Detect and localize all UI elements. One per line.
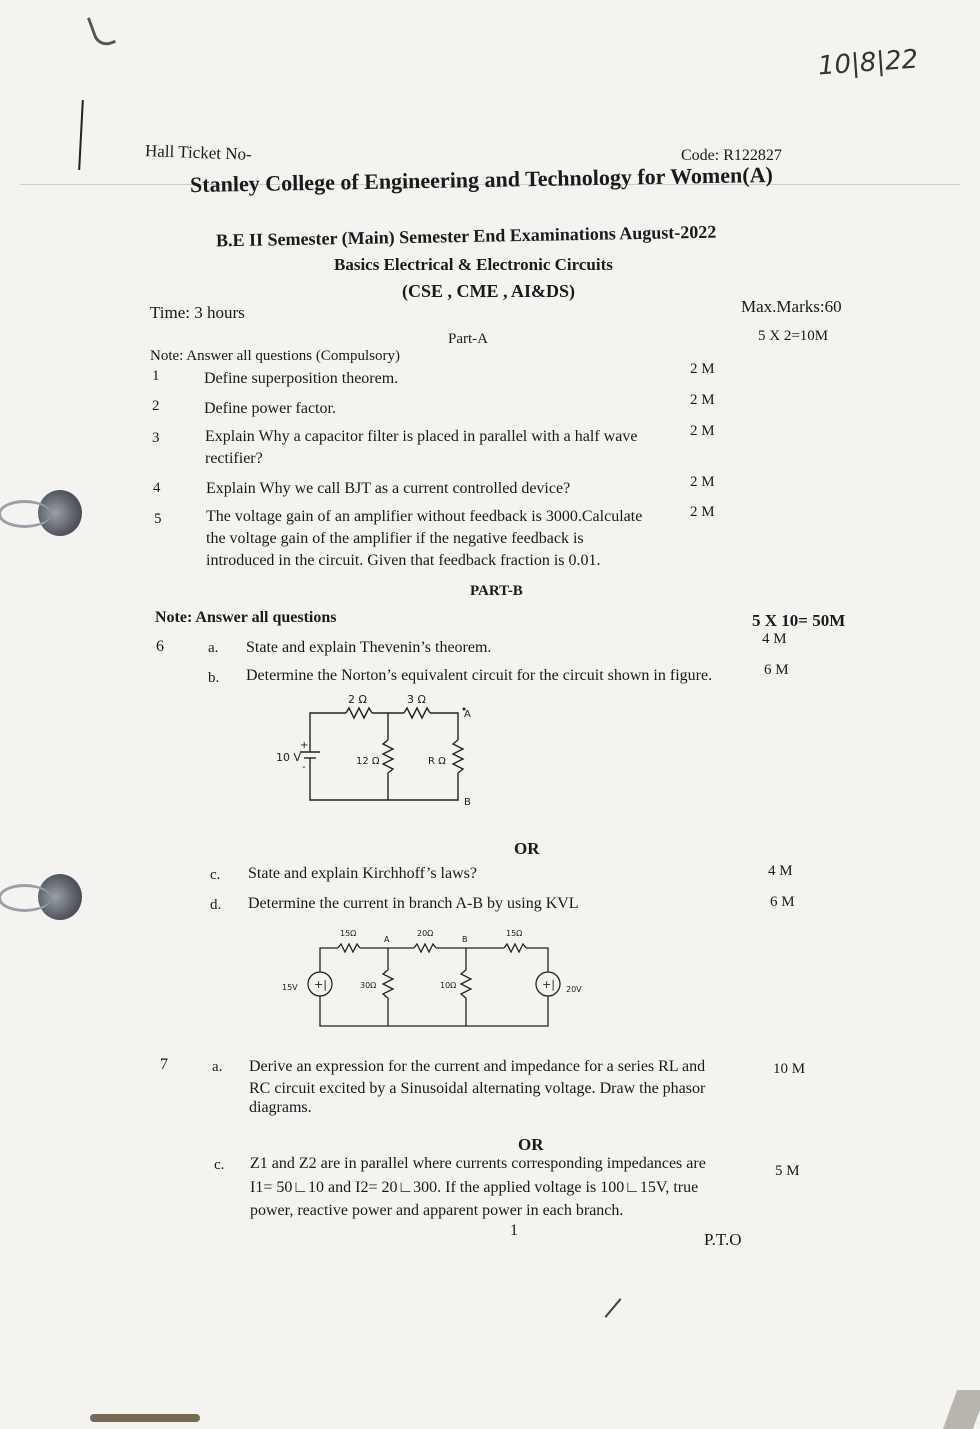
q7c-label: c. [214, 1157, 225, 1173]
wire [310, 766, 458, 800]
r1-label: 2 Ω [348, 693, 367, 706]
branches: (CSE , CME , AI&DS) [402, 281, 576, 301]
q6d-marks: 6 M [770, 894, 795, 910]
norton-circuit-diagram [270, 688, 490, 810]
question-marks: 2 M [690, 361, 715, 377]
question-number: 3 [152, 430, 160, 446]
node-a-label: A [464, 709, 471, 720]
part-a-marks-scheme: 5 X 2=10M [758, 328, 829, 344]
question-marks: 2 M [690, 423, 715, 439]
resistor-2ohm [346, 708, 372, 718]
r2-label: 20Ω [417, 929, 434, 938]
question-number: 2 [152, 398, 160, 414]
pen-mark [605, 1298, 622, 1318]
plus-sign: + [300, 740, 309, 751]
part-b-title: PART-B [470, 583, 523, 599]
q7a-marks: 10 M [773, 1061, 806, 1077]
q6c-marks: 4 M [768, 863, 793, 879]
wire [310, 713, 346, 743]
corner-scribble [87, 12, 116, 50]
part-a-title: Part-A [448, 331, 488, 347]
question-marks: 2 M [690, 392, 715, 408]
q7c-text-line-3: power, reactive power and apparent power in each branch. [250, 1202, 624, 1219]
q6b-text: Determine the Norton’s equivalent circuit for the circuit shown in figure. [246, 667, 713, 684]
q7a-text-line-2: RC circuit excited by a Sinusoidal alternating voltage. Draw the phasor [249, 1080, 706, 1097]
question-marks: 2 M [690, 474, 715, 490]
q6d-label: d. [210, 897, 222, 913]
or-separator-2: OR [518, 1135, 544, 1154]
r4-label: 30Ω [360, 981, 377, 990]
r3-label: 15Ω [506, 929, 523, 938]
please-turn-over: P.T.O [704, 1230, 742, 1249]
time-duration: Time: 3 hours [150, 303, 245, 322]
resistor-10ohm [461, 970, 471, 998]
node-b-label: B [462, 935, 468, 944]
minus-sign: - [302, 762, 306, 773]
subject-title: Basics Electrical & Electronic Circuits [334, 255, 613, 274]
resistor-15ohm-right [504, 944, 526, 952]
svg-text:+|: +| [314, 978, 327, 991]
page-number: 1 [510, 1222, 518, 1239]
hall-ticket-label: Hall Ticket No- [144, 141, 253, 164]
q7a-text-line-3: diagrams. [249, 1099, 312, 1116]
question-text: Explain Why a capacitor filter is placed in parallel with a half wave [205, 428, 638, 445]
node-b-label: B [464, 797, 471, 808]
question-text: The voltage gain of an amplifier without feedback is 3000.Calculate [206, 508, 643, 525]
q7c-text-line-2: I1= 50∟10 and I2= 20∟300. If the applied voltage is 100∟15V, true [250, 1179, 699, 1196]
question-number: 4 [153, 480, 161, 496]
handwritten-date: 10|8|22 [817, 44, 920, 82]
q7a-label: a. [212, 1059, 223, 1075]
q6c-label: c. [210, 867, 221, 883]
wire [320, 948, 338, 972]
or-separator-1: OR [514, 839, 540, 858]
question-text: Define power factor. [204, 400, 336, 417]
question-text-line-2: rectifier? [205, 450, 263, 467]
r1-label: 15Ω [340, 929, 357, 938]
q6a-marks: 4 M [762, 631, 787, 647]
rl-label: R Ω [428, 756, 446, 767]
resistor-15ohm-left [338, 944, 360, 952]
resistor-load [453, 740, 463, 773]
resistor-3ohm [404, 708, 430, 718]
svg-text:+|: +| [542, 978, 555, 991]
question-number: 1 [152, 368, 160, 384]
q6b-marks: 6 M [764, 662, 789, 678]
wire [320, 996, 548, 1026]
v2-label: 20V [566, 985, 582, 994]
question-text-line-2: the voltage gain of the amplifier if the negative feedback is [206, 530, 584, 547]
question-7-number: 7 [160, 1056, 168, 1073]
part-a-note: Note: Answer all questions (Compulsory) [150, 348, 400, 364]
q7a-text: Derive an expression for the current and impedance for a series RL and [249, 1058, 706, 1075]
q7c-marks: 5 M [775, 1163, 800, 1179]
q6d-text: Determine the current in branch A-B by using KVL [248, 895, 579, 912]
question-text: Define superposition theorem. [204, 370, 399, 387]
resistor-20ohm [414, 944, 436, 952]
r5-label: 10Ω [440, 981, 457, 990]
q6b-label: b. [208, 670, 220, 686]
source-label: 10 V [276, 751, 302, 764]
resistor-12ohm [383, 740, 393, 773]
q6a-text: State and explain Thevenin’s theorem. [246, 639, 492, 656]
r3-label: 12 Ω [356, 756, 380, 767]
q6c-text: State and explain Kirchhoff’s laws? [248, 865, 477, 882]
margin-line [78, 100, 84, 170]
question-number: 5 [154, 511, 162, 527]
r2-label: 3 Ω [407, 693, 426, 706]
question-text-line-3: introduced in the circuit. Given that feedback fraction is 0.01. [206, 552, 601, 569]
part-b-note: Note: Answer all questions [155, 609, 337, 626]
part-b-marks-scheme: 5 X 10= 50M [752, 611, 846, 630]
wire [430, 713, 458, 740]
binder-ring-2 [38, 874, 82, 920]
question-text: Explain Why we call BJT as a current controlled device? [206, 480, 571, 497]
kvl-circuit-diagram [276, 922, 596, 1034]
resistor-30ohm [383, 970, 393, 998]
corner-shadow [943, 1390, 980, 1429]
max-marks: Max.Marks:60 [741, 297, 842, 316]
page-edge-strip [90, 1414, 200, 1422]
exam-title: B.E II Semester (Main) Semester End Examinations August-2022 [215, 221, 717, 251]
q6a-label: a. [208, 640, 219, 656]
college-name: Stanley College of Engineering and Technology for Women(A) [189, 161, 773, 198]
q7c-text: Z1 and Z2 are in parallel where currents corresponding impedances are [250, 1155, 706, 1172]
question-6-number: 6 [156, 638, 164, 655]
exam-code: Code: R122827 [681, 147, 782, 164]
v1-label: 15V [282, 983, 298, 992]
question-marks: 2 M [690, 504, 715, 520]
binder-ring-1 [38, 490, 82, 536]
wire [526, 948, 548, 972]
node-a-label: A [384, 935, 390, 944]
